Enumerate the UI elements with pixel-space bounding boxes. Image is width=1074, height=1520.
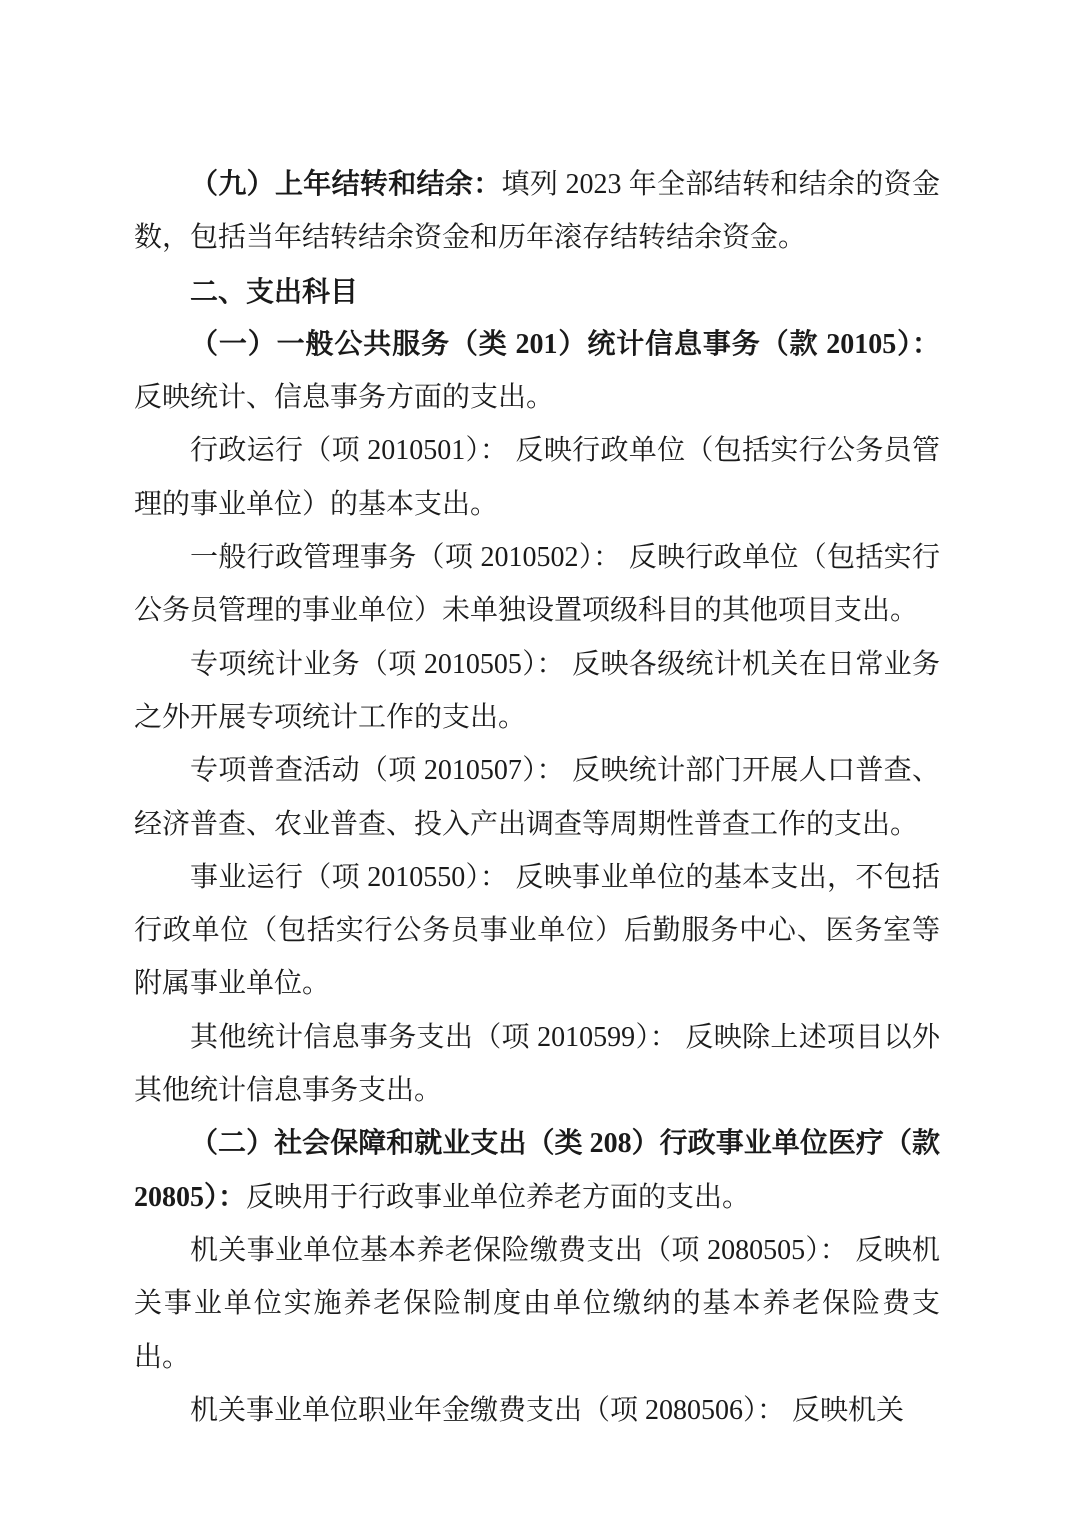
- body-text-segment: 机关事业单位职业年金缴费支出（项 2080506）： 反映机关: [190, 1394, 905, 1426]
- para-special-census-activities: [134, 744, 940, 851]
- para-administrative-operation: [134, 424, 940, 531]
- body-text-segment: 一般行政管理事务（项 2010502）： 反映行政单位（包括实行公务员管理的事业单位）未单独设置项级科目的其他项目支出。: [134, 542, 940, 627]
- para-institution-operation: [134, 851, 940, 1011]
- body-text-segment: 反映用于行政事业单位养老方面的支出。: [246, 1181, 751, 1213]
- body-text-segment: 其他统计信息事务支出（项 2010599）： 反映除上述项目以外其他统计信息事务支出。: [134, 1021, 940, 1107]
- body-text-segment: 反映统计、信息事务方面的支出。: [134, 382, 555, 414]
- body-text-segment: 行政运行（项 2010501）： 反映行政单位（包括实行公务员管理的事业单位）的基本支出。: [134, 435, 940, 520]
- bold-text-segment: （二）社会保障和就业支出（类 208）行政事业单位医疗（款 20805）：: [134, 1128, 940, 1213]
- bold-text-segment: （九）上年结转和结余：: [190, 169, 502, 200]
- heading-expenditure-subjects: [134, 265, 940, 318]
- para-basic-pension-contribution: [134, 1224, 940, 1384]
- para-other-statistics-info-expenditure: [134, 1011, 940, 1118]
- para-occupational-annuity-contribution: [134, 1384, 940, 1437]
- bold-text-segment: （一）一般公共服务（类 201）统计信息事务（款 20105）：: [190, 328, 940, 360]
- para-prev-year-carryover: [134, 158, 940, 265]
- body-text-segment: 事业运行（项 2010550）： 反映事业单位的基本支出，不包括行政单位（包括实行公务员事业单位）后勤服务中心、医务室等附属事业单位。: [134, 861, 940, 1000]
- para-special-statistics-business: [134, 638, 940, 745]
- body-text-segment: 填列 2023 年全部结转和结余的资金数，包括当年结转结余资金和历年滚存结转结余资金。: [134, 169, 940, 254]
- body-text-segment: 专项普查活动（项 2010507）： 反映统计部门开展人口普查、经济普查、农业普查、投入产出调查等周期性普查工作的支出。: [134, 755, 940, 840]
- bold-text-segment: 二、支出科目: [190, 275, 359, 307]
- body-text-segment: 机关事业单位基本养老保险缴费支出（项 2080505）： 反映机关事业单位实施养老保险制度由单位缴纳的基本养老保险费支出。: [134, 1234, 940, 1373]
- para-general-admin-affairs: [134, 531, 940, 638]
- para-social-security-employment: [134, 1117, 940, 1224]
- para-general-public-services: [134, 318, 940, 425]
- body-text-segment: 专项统计业务（项 2010505）： 反映各级统计机关在日常业务之外开展专项统计工作的支出。: [134, 648, 940, 733]
